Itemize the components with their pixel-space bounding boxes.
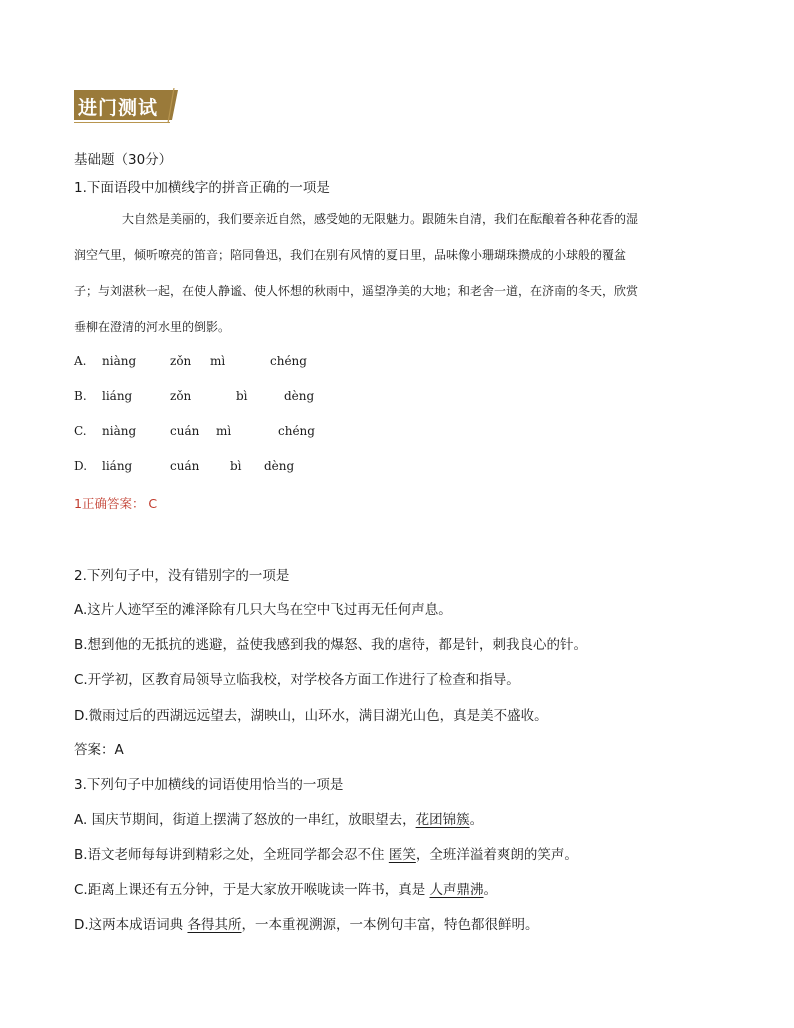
pinyin: dèng	[264, 459, 295, 473]
underlined-phrase: 人声鼎沸	[429, 882, 484, 898]
q2-option-a[interactable]: A.这片人迹罕至的滩泽除有几只大鸟在空中飞过再无任何声息。	[74, 602, 452, 618]
option-text: D.这两本成语词典	[74, 917, 188, 933]
q1-passage-line: 润空气里，倾听嘹亮的笛音；陪同鲁迅，我们在别有风情的夏日里，品味像小珊瑚珠攒成的小球般的覆盆	[74, 248, 627, 262]
option-text: ，一本重视溯源，一本例句丰富，特色都很鲜明。	[241, 917, 539, 933]
section-title: 进门测试	[78, 97, 159, 119]
q3-option-b[interactable]	[74, 843, 578, 863]
pinyin: cuán	[170, 459, 200, 473]
q3-option-c[interactable]	[74, 878, 497, 898]
pinyin: niàng	[102, 354, 137, 368]
q1-passage-line: 大自然是美丽的，我们要亲近自然，感受她的无限魅力。跟随朱自清，我们在酝酿着各种花香的湿	[122, 212, 639, 226]
q1-answer: 1正确答案： C	[74, 496, 158, 511]
option-text: C.距离上课还有五分钟，于是大家放开喉咙读一阵书，真是	[74, 882, 430, 898]
option-label: D.	[74, 459, 88, 473]
underlined-phrase: 匿笑	[388, 847, 416, 863]
pinyin: zǒn	[170, 389, 192, 403]
q1-stem: 1.下面语段中加横线字的拼音正确的一项是	[74, 180, 330, 196]
q2-answer: 答案：A	[74, 742, 124, 758]
pinyin: liáng	[102, 459, 133, 473]
q1-passage-line: 子；与刘湛秋一起，在使人静谧、使人怀想的秋雨中，遥望净美的大地；和老舍一道，在济南的冬天，欣赏	[74, 284, 639, 298]
pinyin: mì	[216, 424, 232, 438]
q1-passage-line: 垂柳在澄清的河水里的倒影。	[74, 320, 231, 334]
pinyin: dèng	[284, 389, 315, 403]
option-label: A.	[74, 354, 87, 368]
pinyin: liáng	[102, 389, 133, 403]
pinyin: chéng	[270, 354, 307, 368]
underlined-phrase: 各得其所	[187, 917, 242, 933]
option-label: C.	[74, 424, 87, 438]
pinyin: bì	[236, 389, 248, 403]
option-text: B.语文老师每每讲到精彩之处，全班同学都会忍不住	[74, 847, 389, 863]
pinyin: zǒn	[170, 354, 192, 368]
underlined-phrase: 花团锦簇	[415, 812, 470, 828]
q2-option-b[interactable]: B.想到他的无抵抗的逃避，益使我感到我的爆怒、我的虐待，都是针，刺我良心的针。	[74, 637, 588, 653]
q3-stem: 3.下列句子中加横线的词语使用恰当的一项是	[74, 777, 344, 793]
pinyin: cuán	[170, 424, 200, 438]
q3-option-d[interactable]	[74, 913, 538, 933]
intro-heading: 基础题（30分）	[74, 152, 173, 168]
option-label: B.	[74, 389, 87, 403]
q2-option-c[interactable]: C.开学初，区教育局领导立临我校，对学校各方面工作进行了检查和指导。	[74, 672, 520, 688]
option-text: 。	[469, 812, 484, 828]
option-text: 。	[483, 882, 498, 898]
q3-option-a[interactable]	[74, 808, 483, 828]
q2-stem: 2.下列句子中，没有错别字的一项是	[74, 568, 290, 584]
pinyin: chéng	[278, 424, 315, 438]
q2-option-d[interactable]: D.微雨过后的西湖远远望去，湖映山，山环水，满目湖光山色，真是美不盛收。	[74, 708, 548, 724]
option-text: A. 国庆节期间，街道上摆满了怒放的一串红，放眼望去，	[74, 812, 416, 828]
pinyin: bì	[230, 459, 242, 473]
section-banner	[74, 88, 184, 124]
option-text: ，全班洋溢着爽朗的笑声。	[415, 847, 578, 863]
pinyin: niàng	[102, 424, 137, 438]
pinyin: mì	[210, 354, 226, 368]
